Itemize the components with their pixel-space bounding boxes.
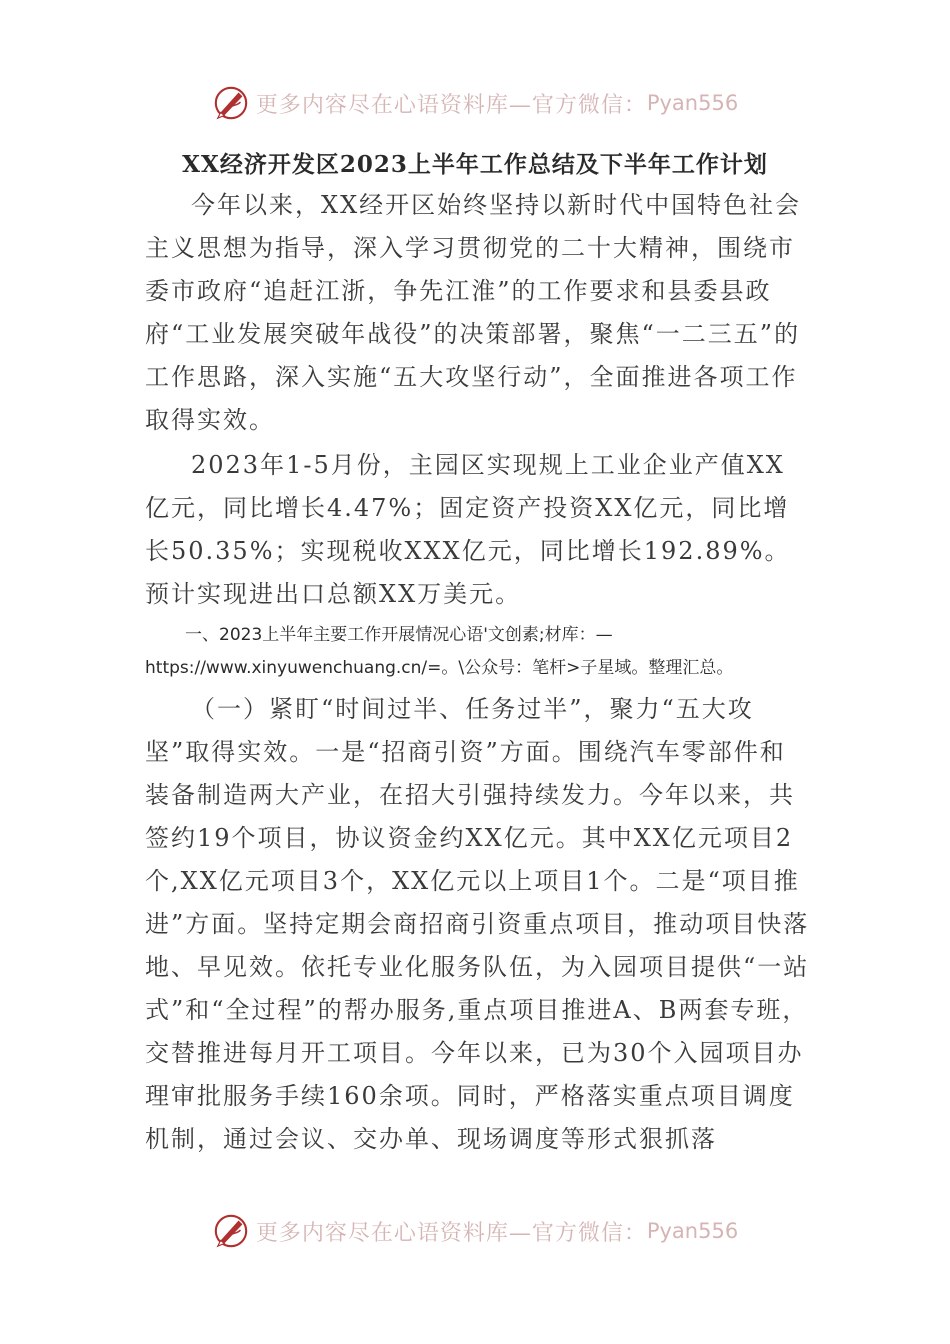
footer-watermark-banner [0,1208,950,1254]
pen-logo-icon [212,1212,250,1250]
pen-logo-icon [212,84,250,122]
section-heading: 一、2023上半年主要工作开展情况心语'文创素;材库：—https://www.xinyuwenchuang.cn/=。\公众号：笔杆>子星域。整理汇总。 [145,625,734,678]
paragraph-subsection-one: （一）紧盯“时间过半、任务过半”，聚力“五大攻坚”取得实效。一是“招商引资”方面。围绕汽车零部件和装备制造两大产业，在招大引强持续发力。今年以来，共签约19个项目，协议资金约XX亿元。其中XX亿元项目2个,XX亿元项目3个，XX亿元以上项目1个。二是“项目推进”方面。坚持定期会商招商引资重点项目，推动项目快落地、早见效。依托专业化服务队伍，为入园项目提供“一站式”和“全过程”的帮办服务,重点项目推进A、B两套专班，交替推进每月开工项目。今年以来，已为30个入园项目办理审批服务手续160余项。同时，严格落实重点项目调度机制，通过会议、交办单、现场调度等形式狠抓落 [145,695,810,1153]
statistics-paragraph-block [145,444,810,616]
document-title: XX经济开发区2023上半年工作总结及下半年工作计划 [182,151,768,178]
header-watermark-banner [0,80,950,126]
paragraph-statistics: 2023年1-5月份，主园区实现规上工业企业产值XX亿元，同比增长4.47%；固定资产投资XX亿元，同比增长50.35%；实现税收XXX亿元，同比增长192.89%。预计实现进出口总额XX万美元。 [145,451,791,608]
watermark-wechat-id: Pyan556 [646,91,739,115]
intro-paragraph-block [145,184,810,442]
watermark-text: 更多内容尽在心语资料库—官方微信： [255,92,647,118]
paragraph-intro: 今年以来，XX经开区始终坚持以新时代中国特色社会主义思想为指导，深入学习贯彻党的二十大精神，围绕市委市政府“追赶江浙，争先江淮”的工作要求和县委县政府“工业发展突破年战役”的决策部署，聚焦“一二三五”的工作思路，深入实施“五大攻坚行动”，全面推进各项工作取得实效。 [145,191,802,434]
subsection-paragraph-block [145,688,810,1161]
watermark-text: 更多内容尽在心语资料库—官方微信： [255,1220,647,1246]
watermark-wechat-id: Pyan556 [646,1219,739,1243]
